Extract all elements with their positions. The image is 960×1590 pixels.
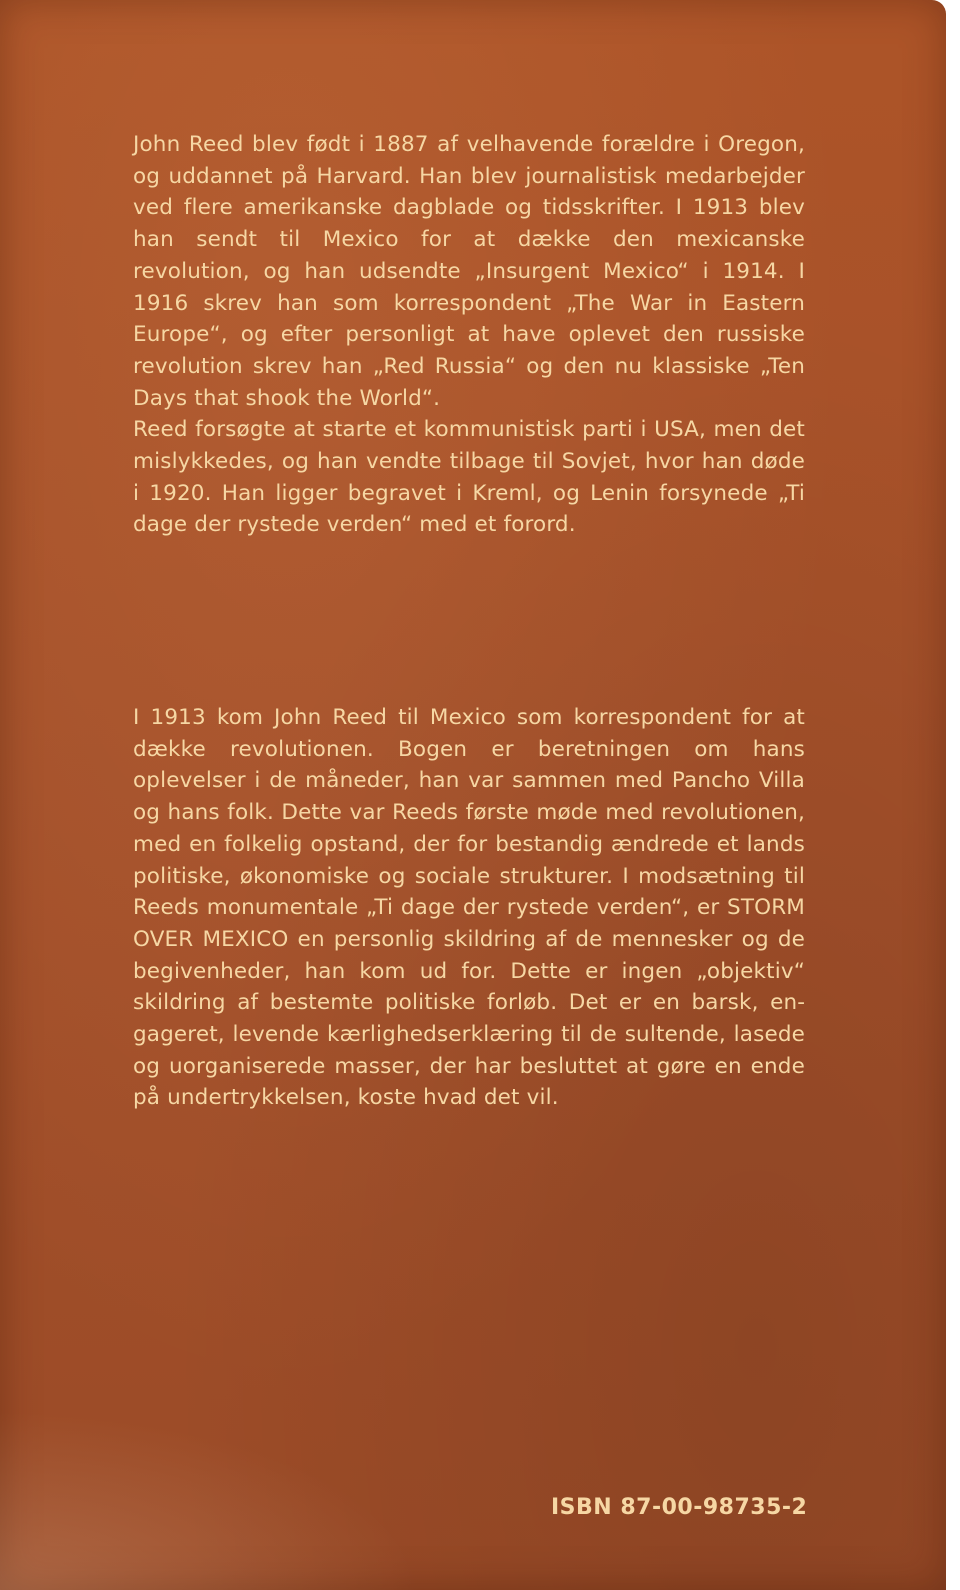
cover-wear-mark [0,1410,420,1590]
author-bio [133,129,805,541]
book-blurb [133,702,805,1114]
bio-paragraph-1: John Reed blev født i 1887 af velhavende forældre i Oregon, og uddannet på Harvard. Han blev journalistisk medarbejder ved flere amerikanske dagblade og tidsskrifter. I 1913 blev han sendt til Mexico for at dække den mexicanske revolution, og han udsendte „Insurgent Mexico“ i 1914. I 1916 skrev han som korrespondent „The War in Eastern Europe“, og efter personligt at have oplevet den russiske revolution skrev han „Red Russia“ og den nu klassiske „Ten Days that shook the World“. [133,132,805,411]
page-edge [946,0,960,1590]
blurb-paragraph: I 1913 kom John Reed til Mexico som korrespondent for at dække revolutionen. Bogen er beretningen om hans oplevelser i de måneder, han var sammen med Pancho Villa og hans folk. Dette var Reeds første møde med revolutionen, med en folkelig opstand, der for bestandig ændrede et lands politiske, økonomiske og sociale strukturer. I modsætning til Reeds monumentale „Ti dage der rystede verden“, er STORM OVER MEXICO en personlig skildring af de mennesker og de begivenheder, han kom ud for. Dette er ingen „objektiv“ skildring af bestemte politiske forløb. Det er en barsk, engageret, levende kærlighedserklæring til de sultende, lasede og uorganiserede masser, der har besluttet at gøre en ende på undertrykkelsen, koste hvad det vil. [133,705,805,1111]
bio-paragraph-2: Reed forsøgte at starte et kommunistisk parti i USA, men det mislykkedes, og han vendte tilbage til Sovjet, hvor han døde i 1920. Han ligger begravet i Kreml, og Lenin forsynede „Ti dage der rystede verden“ med et forord. [133,417,805,538]
isbn-number: ISBN 87-00-98735-2 [551,1495,808,1520]
